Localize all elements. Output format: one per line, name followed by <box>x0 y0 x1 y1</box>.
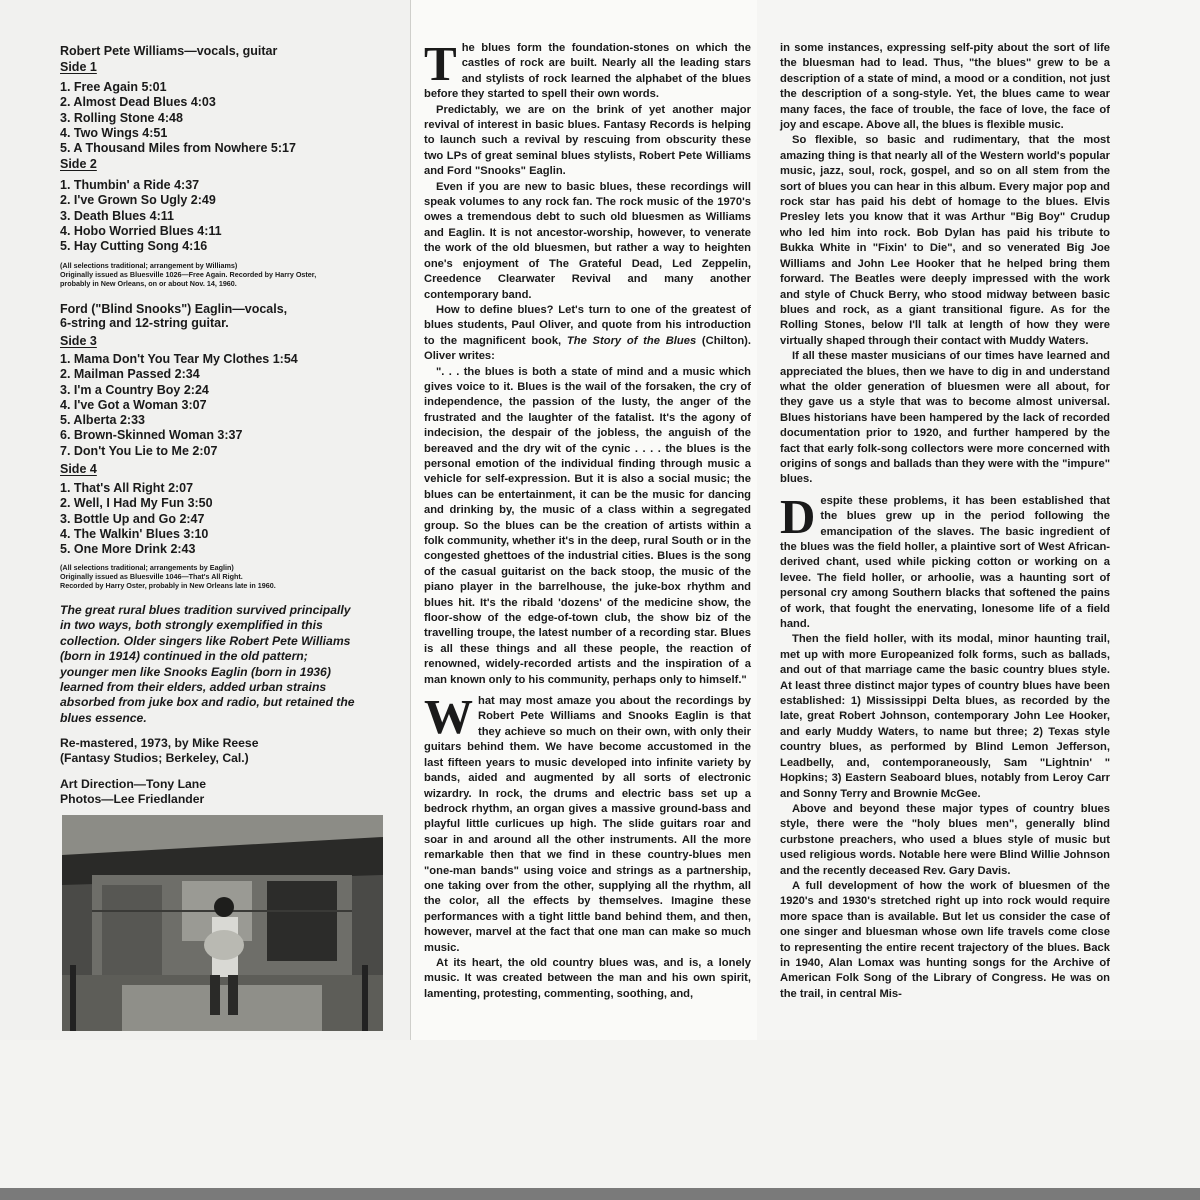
track-item: 3. Death Blues 4:11 <box>60 208 174 223</box>
paragraph: A full development of how the work of bluesmen of the 1920's and 1930's stretched right up into rock would require more space than is available. But let us consider the case of one singer and bluesman whose own life travels come close to representing the entire recent trajectory of the blues. Back in 1940, Alan Lomax was hunting songs for the Archive of American Folk Song of the Library of Congress. He was on the trail, in central Mis- <box>780 879 1110 1000</box>
paragraph: How to define blues? Let's turn to one of the greatest of blues students, Paul Oliver, and quote from his introduction to the magnificent book, The Story of the Blues (Chilton). Oliver writes: <box>424 303 751 363</box>
oliver-quote: ". . . the blues is both a state of mind and a music which gives voice to it. Blues is the wail of the forsaken, the cry of independence, the passion of the lusty, the anger of the frustrated and the laughter of the fatalist. It's the agony of indecision, the despair of the jobless, the anguish of the bereaved and the dry wit of the cynic . . . . the blues is the personal emotion of the individual finding through music a vehicle for self-expression. But it is also a social music; the blues can be entertainment, it can be the music for dancing and drinking by, the music of a class within a segregated group. So the blues can be the creation of artists within a folk community, whether it's in the deep, rural South or in the congested ghettoes of the industrial cities. Blues is the song of the casual guitarist on the back stoop, the music of the piano player in the barrelhouse, the juke-box rhythm and blues hit. It's the ribald 'dozens' of the medicine show, the floor-show of the edge-of-town club, the show biz of the travelling troupe, the latest number of a recording star. Blues is all these things and all these people, the reaction of renowned, widely-recorded artists and the inspiration of a man known only to his community, perhaps only to himself." <box>424 365 751 686</box>
sleeve-edge <box>0 1188 1200 1200</box>
paragraph: What may most amaze you about the recordings by Robert Pete Williams and Snooks Eaglin is that they achieve so much on their own, with only their guitars behind them. We have become accustomed in the last fifteen years to music developed into infinite variety by bands, aided and augmented by all sorts of electronic wizardry. In rock, the drums and electric bass set up a bedrock rhythm, an organ gives a massive ground-bass and playful little curlicues up high. The slide guitars roar and soar in and around all the other instruments. All the more remarkable then that we find in these country-blues men "one-man bands" using voice and strings as a partnership, one taking over from the other, supplying all the rhythm, all the color, all the effects by themselves. Imagine these performances with a tight little band behind them, and then, however, marvel at the fact that one man can make so much music. <box>424 689 751 954</box>
track-item: 3. Bottle Up and Go 2:47 <box>60 511 205 526</box>
track-item: 2. Well, I Had My Fun 3:50 <box>60 496 213 511</box>
paragraph: Then the field holler, with its modal, minor haunting trail, met up with more Europeanized folk forms, such as ballads, and out of that marriage came the basic country blues style. At least three distinct major types of country blues have been established: 1) Mississippi Delta blues, as recorded by the late, great Robert Johnson, contemporary John Lee Hooker, and early Muddy Waters, to name but three; 2) Texas style country blues, as performed by Blind Lemon Jefferson, Leadbelly, and, contemporaneously, Sam "Lightnin' " Hopkins; 3) Eastern Seaboard blues, notably from Leroy Carr and Sonny Terry and Brownie McGee. <box>780 633 1110 800</box>
artist2-notes: (All selections traditional; arrangements by Eaglin) Originally issued as Bluesville 1046—That's All Right. Recorded by Harry Oster, probably in New Orleans late in 1960. <box>60 563 276 590</box>
remaster-credit: Re-mastered, 1973, by Mike Reese (Fantasy Studios; Berkeley, Cal.) <box>60 736 259 765</box>
paragraph: Despite these problems, it has been established that the blues grew up in the period following the emancipation of the slaves. The basic ingredient of the blues was the field holler, a plaintive sort of West African-derived chant, used while picking cotton or working on a levee. The field holler, or arhoolie, was a haunting sort of personal cry among Southern blacks that softened the pains of work, that fought the enervating, lonesome life of a field hand. <box>780 488 1110 631</box>
paragraph: Predictably, we are on the brink of yet another major revival of interest in basic blues. Fantasy Records is helping to launch such a revival by rescuing from obscurity these two LPs of great seminal blues stylists, Robert Pete Williams and Ford "Snooks" Eaglin. <box>424 103 751 178</box>
paragraph: The blues form the foundation-stones on which the castles of rock are built. Nearly all the leading stars and stylists of rock learned the alphabet of the blues before they started to spell their own words. <box>424 36 751 101</box>
artist2-header: Ford ("Blind Snooks") Eaglin—vocals, 6-string and 12-string guitar. <box>60 302 288 330</box>
side4-label: Side 4 <box>60 462 97 476</box>
book-title: The Story of the Blues <box>566 334 697 347</box>
paragraph: So flexible, so basic and rudimentary, that the most amazing thing is that nearly all of the Western world's popular music, jazz, soul, rock, gospel, and so on all stem from the sort of blues you can hear in this album. Every major pop and rock star has paid his debt of homage to the blues. Elvis Presley lets you know that it was Arthur "Big Boy" Crudup who led him into rock. Bob Dylan has paid his tribute to Bukka White in "Fixin' to Die", and so venerated Big Joe Williams and John Lee Hooker that he helped bring them forward. The Beatles were deeply impressed with the work and style of Chuck Berry, who stood midway between basic blues and rock, as a giant transitional figure. As for the Rolling Stones, below I'll talk at length of how they were virtually shaped through their contact with Muddy Waters. <box>780 134 1110 347</box>
track-item: 4. I've Got a Woman 3:07 <box>60 397 207 412</box>
drop-cap: D <box>780 488 816 544</box>
photo-illustration <box>62 815 383 1031</box>
track-item: 2. I've Grown So Ugly 2:49 <box>60 193 216 208</box>
track-item: 1. That's All Right 2:07 <box>60 481 194 495</box>
track-item: 5. One More Drink 2:43 <box>60 542 196 557</box>
essay-column-2 <box>757 0 1200 1040</box>
track-item: 1. Thumbin' a Ride 4:37 <box>60 178 200 192</box>
tracklist-column <box>0 0 410 1040</box>
paragraph: Above and beyond these major types of country blues style, there were the "holy blues men", generally blind curbstone preachers, who used a blues style of music but used religious words. Notable here were Blind Willie Johnson and the recently deceased Rev. Gary Davis. <box>780 802 1110 877</box>
side1-label: Side 1 <box>60 60 97 74</box>
page-margin <box>0 1040 1200 1188</box>
tradition-blurb: The great rural blues tradition survived principally in two ways, both strongly exemplified in this collection. Older singers like Robert Pete Williams (born in 1914) continued in the old pattern; younger men like Snooks Eaglin (born in 1936) learned from their elders, added urban strains absorbed from juke box and radio, but retained the blues essence. <box>60 603 355 725</box>
drop-cap: T <box>424 36 457 91</box>
essay-column-1 <box>410 0 758 1040</box>
track-item: 3. I'm a Country Boy 2:24 <box>60 382 209 397</box>
track-item: 1. Mama Don't You Tear My Clothes 1:54 <box>60 352 298 366</box>
track-item: 7. Don't You Lie to Me 2:07 <box>60 443 218 458</box>
paragraph: If all these master musicians of our times have learned and appreciated the blues, then we have to dig in and understand what the older generation of bluesmen were all about, for they gave us a style that was to become almost universal. Blues historians have been hampered by the lack of recorded documentation prior to 1920, and further hampered by the fact that early folk-song collectors were more concerned with origins of songs and ballads than they were with the "impure" blues. <box>780 350 1110 486</box>
track-item: 2. Mailman Passed 2:34 <box>60 367 200 382</box>
musician-photo <box>62 815 383 1031</box>
track-item: 4. The Walkin' Blues 3:10 <box>60 526 209 541</box>
track-item: 1. Free Again 5:01 <box>60 80 167 94</box>
track-item: 4. Two Wings 4:51 <box>60 125 168 140</box>
track-item: 6. Brown-Skinned Woman 3:37 <box>60 428 243 443</box>
track-item: 4. Hobo Worried Blues 4:11 <box>60 223 222 238</box>
track-item: 5. Hay Cutting Song 4:16 <box>60 239 208 254</box>
track-item: 5. Alberta 2:33 <box>60 413 145 428</box>
paragraph: in some instances, expressing self-pity about the sort of life the bluesman had to lead. Thus, "the blues" grew to be a description of a state of mind, a mood or a condition, not just the description of a song-style. Yet, the blues came to wear many faces, the face of trouble, the face of love, the face of joy and escape. Above all, the blues is flexible music. <box>780 42 1110 132</box>
side2-label: Side 2 <box>60 157 97 171</box>
artist1-notes: (All selections traditional; arrangement by Williams) Originally issued as Bluesville 1026—Free Again. Recorded by Harry Oster, probably in New Orleans, on or about Nov. 14, 1960. <box>60 261 317 288</box>
paragraph: Even if you are new to basic blues, these recordings will speak volumes to any rock fan. The rock music of the 1970's owes a tremendous debt to such old bluesmen as Williams and Eaglin. It is not ancestor-worship, however, to venerate the work of the old bluesmen, but rather a way to heighten one's enjoyment of The Grateful Dead, Led Zeppelin, Creedence Clearwater Revival and many another contemporary band. <box>424 180 751 301</box>
side3-label: Side 3 <box>60 334 97 348</box>
side3-tracklist <box>60 352 395 459</box>
side1-tracklist <box>60 80 395 156</box>
drop-cap: W <box>424 689 473 745</box>
side2-tracklist <box>60 178 395 254</box>
track-item: 2. Almost Dead Blues 4:03 <box>60 95 216 110</box>
track-item: 5. A Thousand Miles from Nowhere 5:17 <box>60 141 296 156</box>
side4-tracklist <box>60 481 395 557</box>
art-photo-credits: Art Direction—Tony Lane Photos—Lee Friedlander <box>60 777 207 806</box>
artist1-header: Robert Pete Williams—vocals, guitar <box>60 44 278 58</box>
paragraph: At its heart, the old country blues was, and is, a lonely music. It was created between the man and his own spirit, lamenting, protesting, commenting, soothing, and, <box>424 956 751 1000</box>
track-item: 3. Rolling Stone 4:48 <box>60 110 183 125</box>
